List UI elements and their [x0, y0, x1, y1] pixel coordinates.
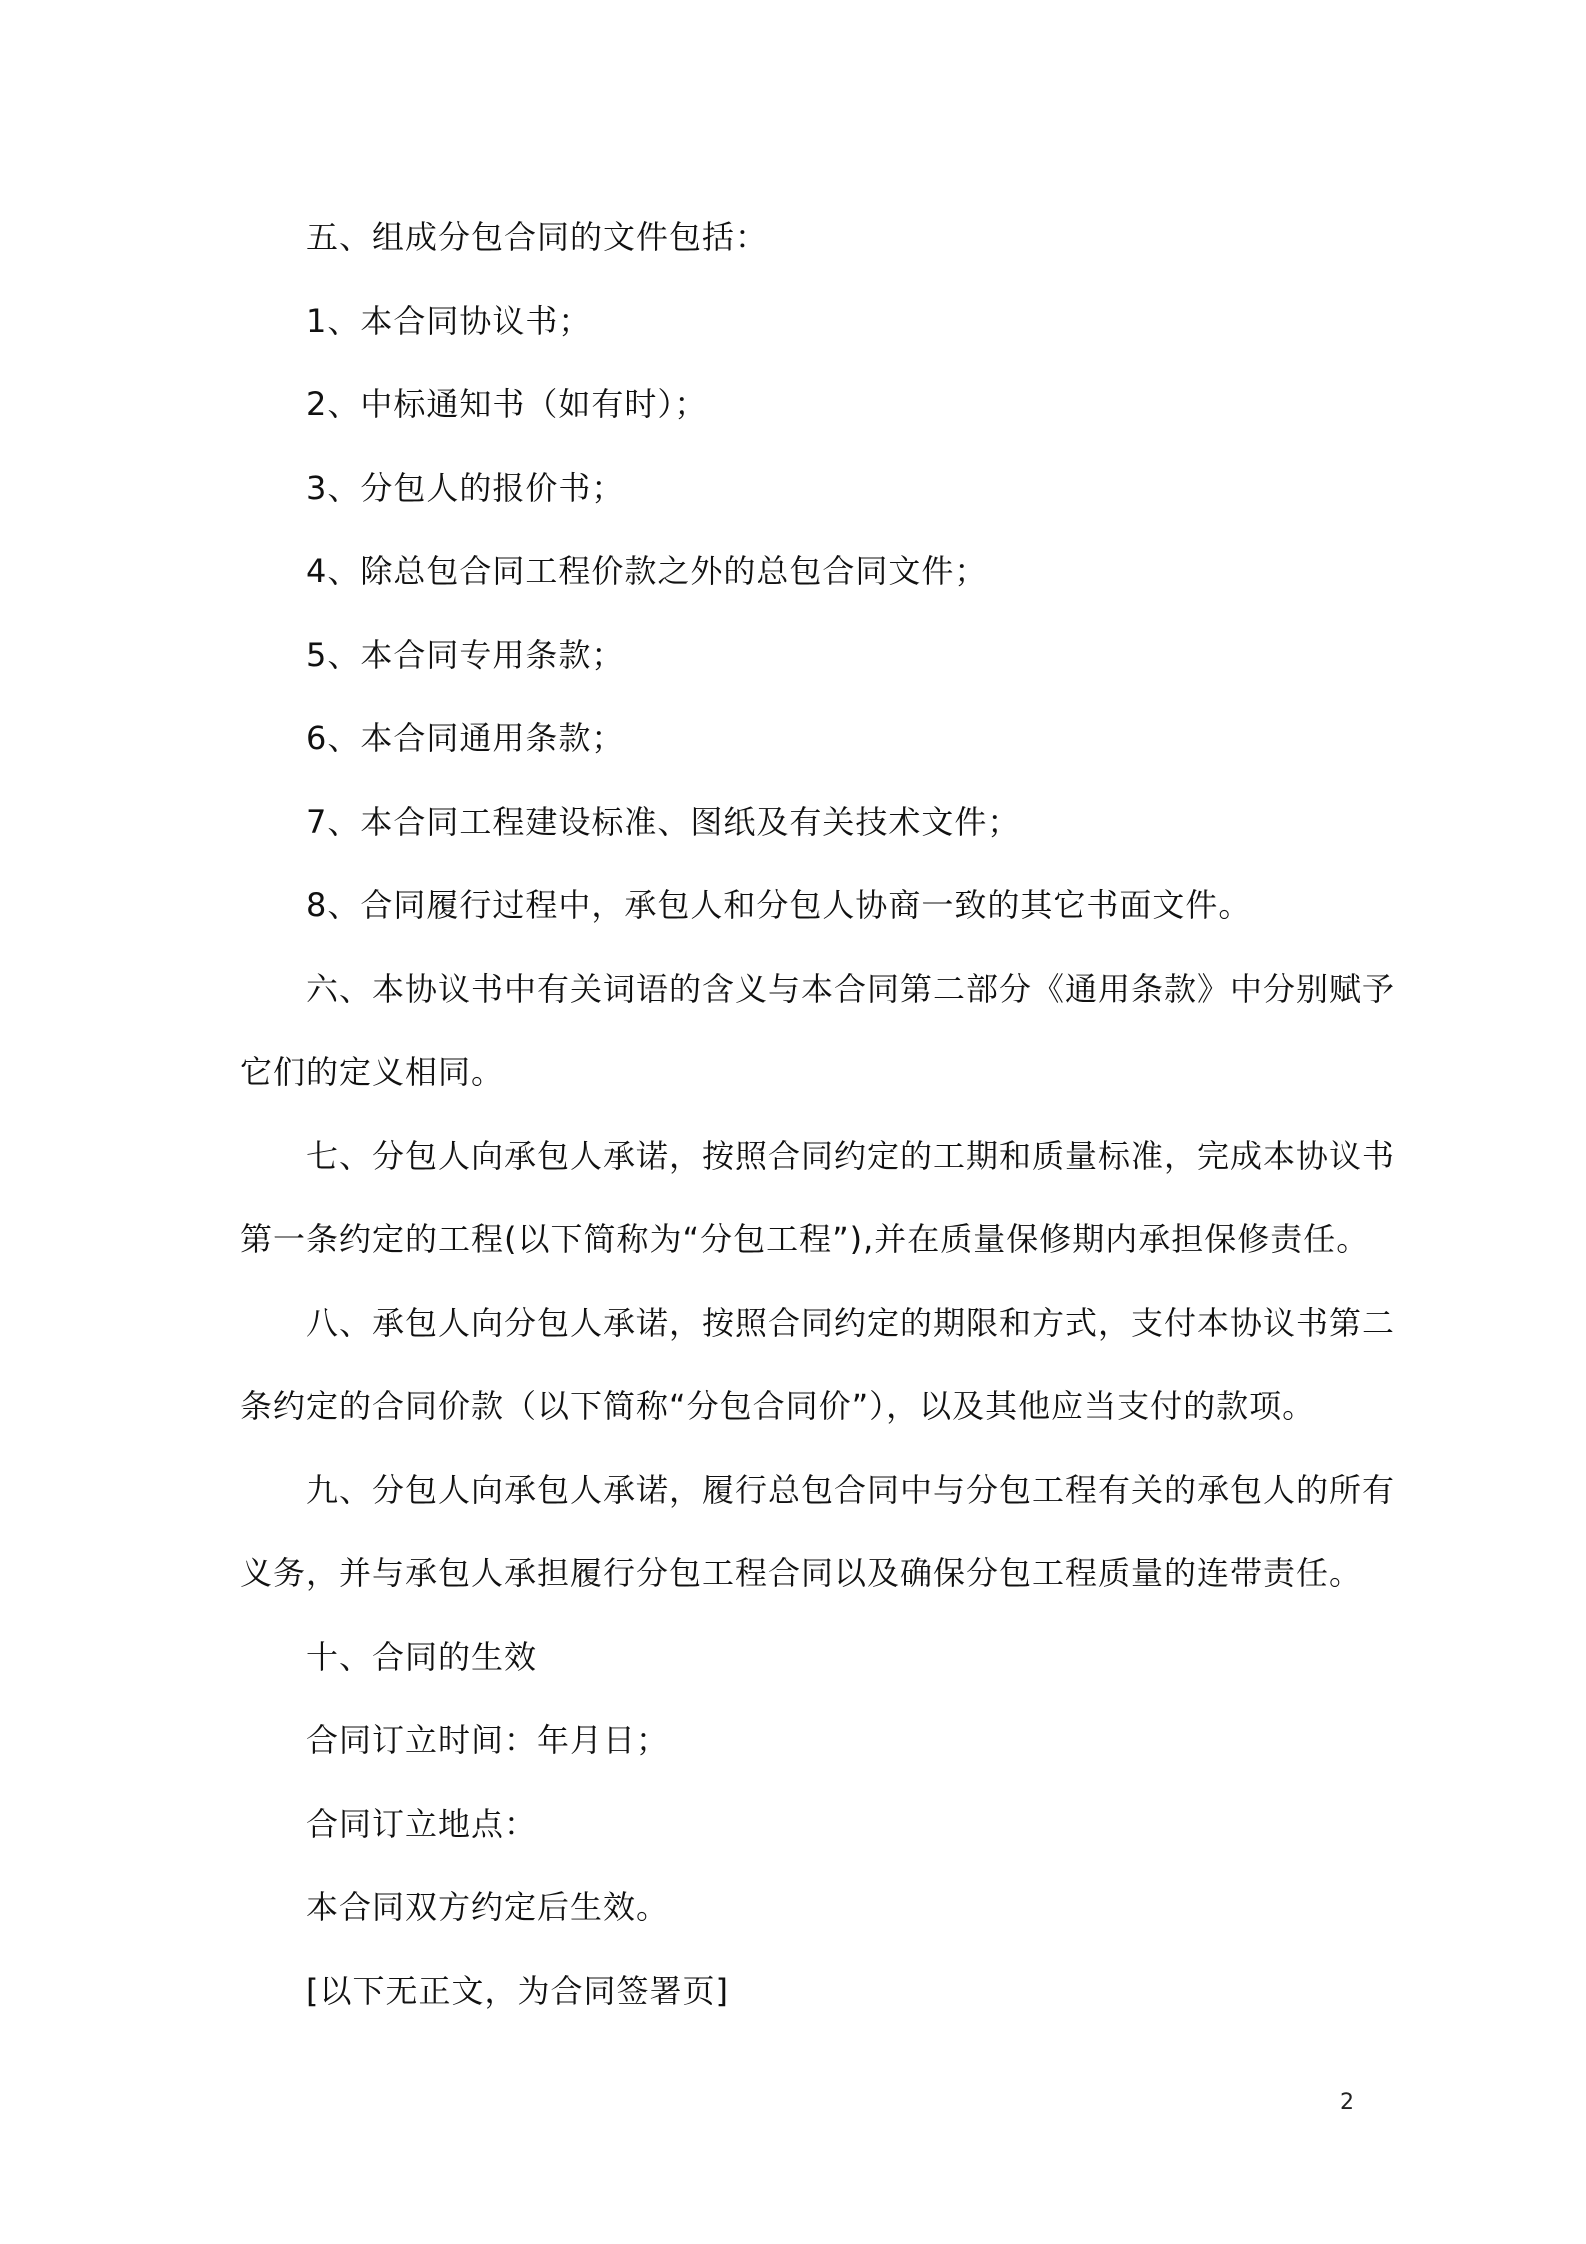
list-item-1: 1、本合同协议书； — [306, 301, 592, 340]
list-item-8: 8、合同履行过程中，承包人和分包人协商一致的其它书面文件。 — [306, 886, 1252, 924]
section-seven-line-2: 第一条约定的工程(以下简称为“分包工程”),并在质量保修期内承担保修责任。 — [240, 1220, 1370, 1258]
list-item-3: 3、分包人的报价书； — [306, 468, 625, 507]
section-five-heading: 五、组成分包合同的文件包括： — [306, 218, 769, 256]
section-six-line-2: 它们的定义相同。 — [240, 1053, 505, 1091]
section-ten-heading: 十、合同的生效 — [306, 1637, 538, 1676]
list-item-7: 7、本合同工程建设标准、图纸及有关技术文件； — [306, 802, 1021, 841]
list-item-2: 2、中标通知书（如有时）； — [306, 385, 708, 423]
list-item-4: 4、除总包合同工程价款之外的总包合同文件； — [306, 552, 988, 590]
contract-signing-place: 合同订立地点： — [306, 1804, 538, 1843]
section-eight-line-2: 条约定的合同价款（以下简称“分包合同价”），以及其他应当支付的款项。 — [240, 1387, 1316, 1425]
list-item-5: 5、本合同专用条款； — [306, 635, 625, 674]
contract-signing-time: 合同订立时间：年月日； — [306, 1721, 670, 1759]
section-seven-line-1: 七、分包人向承包人承诺，按照合同约定的工期和质量标准，完成本协议书 — [306, 1136, 1396, 1175]
document-body — [240, 196, 1396, 2033]
section-eight-line-1: 八、承包人向分包人承诺，按照合同约定的期限和方式，支付本协议书第二 — [306, 1303, 1396, 1342]
section-nine-line-2: 义务，并与承包人承担履行分包工程合同以及确保分包工程质量的连带责任。 — [240, 1554, 1363, 1592]
signature-page-note: [以下无正文，为合同签署页] — [306, 1971, 729, 2010]
section-six-line-1: 六、本协议书中有关词语的含义与本合同第二部分《通用条款》中分别赋予 — [306, 969, 1396, 1008]
page-number: 2 — [1340, 2090, 1354, 2115]
contract-effective-clause: 本合同双方约定后生效。 — [306, 1888, 670, 1926]
list-item-6: 6、本合同通用条款； — [306, 719, 625, 757]
section-nine-line-1: 九、分包人向承包人承诺，履行总包合同中与分包工程有关的承包人的所有 — [306, 1470, 1396, 1509]
